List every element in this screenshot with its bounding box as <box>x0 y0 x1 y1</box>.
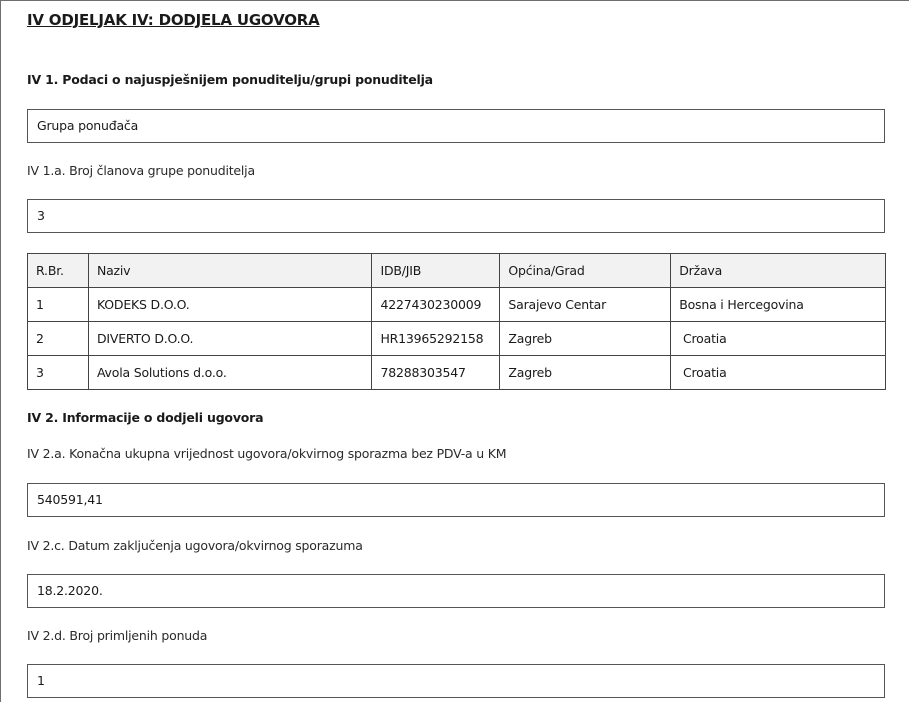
cell-rbr: 2 <box>28 322 89 356</box>
members-count-field: 3 <box>27 199 885 233</box>
cell-naziv: Avola Solutions d.o.o. <box>88 356 372 390</box>
contract-value-label: IV 2.a. Konačna ukupna vrijednost ugovora/okvirnog sporazma bez PDV-a u KM <box>27 446 507 461</box>
offers-count-field: 1 <box>27 664 885 698</box>
offers-count-label: IV 2.d. Broj primljenih ponuda <box>27 628 208 643</box>
iv2-heading: IV 2. Informacije o dodjeli ugovora <box>27 410 264 425</box>
header-rbr: R.Br. <box>28 254 89 288</box>
header-opcina-grad: Općina/Grad <box>500 254 671 288</box>
header-idb-jib: IDB/JIB <box>372 254 500 288</box>
table-row <box>28 322 886 356</box>
cell-drzava: Bosna i Hercegovina <box>671 288 886 322</box>
cell-naziv: KODEKS D.O.O. <box>88 288 372 322</box>
bidder-type-field: Grupa ponuđača <box>27 109 885 143</box>
table-row <box>28 356 886 390</box>
contract-date-field: 18.2.2020. <box>27 574 885 608</box>
members-table <box>27 253 886 390</box>
cell-rbr: 1 <box>28 288 89 322</box>
section-title: IV ODJELJAK IV: DODJELA UGOVORA <box>27 11 320 29</box>
cell-opcina-grad: Sarajevo Centar <box>500 288 671 322</box>
cell-naziv: DIVERTO D.O.O. <box>88 322 372 356</box>
contract-date-label: IV 2.c. Datum zaključenja ugovora/okvirnog sporazuma <box>27 538 363 553</box>
cell-opcina-grad: Zagreb <box>500 356 671 390</box>
cell-idb-jib: 4227430230009 <box>372 288 500 322</box>
table-header-row <box>28 254 886 288</box>
cell-drzava: Croatia <box>671 356 886 390</box>
members-count-label: IV 1.a. Broj članova grupe ponuditelja <box>27 163 255 178</box>
table-row <box>28 288 886 322</box>
cell-rbr: 3 <box>28 356 89 390</box>
cell-drzava: Croatia <box>671 322 886 356</box>
iv1-heading: IV 1. Podaci o najuspješnijem ponuditelju/grupi ponuditelja <box>27 72 433 87</box>
header-drzava: Država <box>671 254 886 288</box>
header-naziv: Naziv <box>88 254 372 288</box>
cell-opcina-grad: Zagreb <box>500 322 671 356</box>
cell-idb-jib: 78288303547 <box>372 356 500 390</box>
cell-idb-jib: HR13965292158 <box>372 322 500 356</box>
contract-value-field: 540591,41 <box>27 483 885 517</box>
